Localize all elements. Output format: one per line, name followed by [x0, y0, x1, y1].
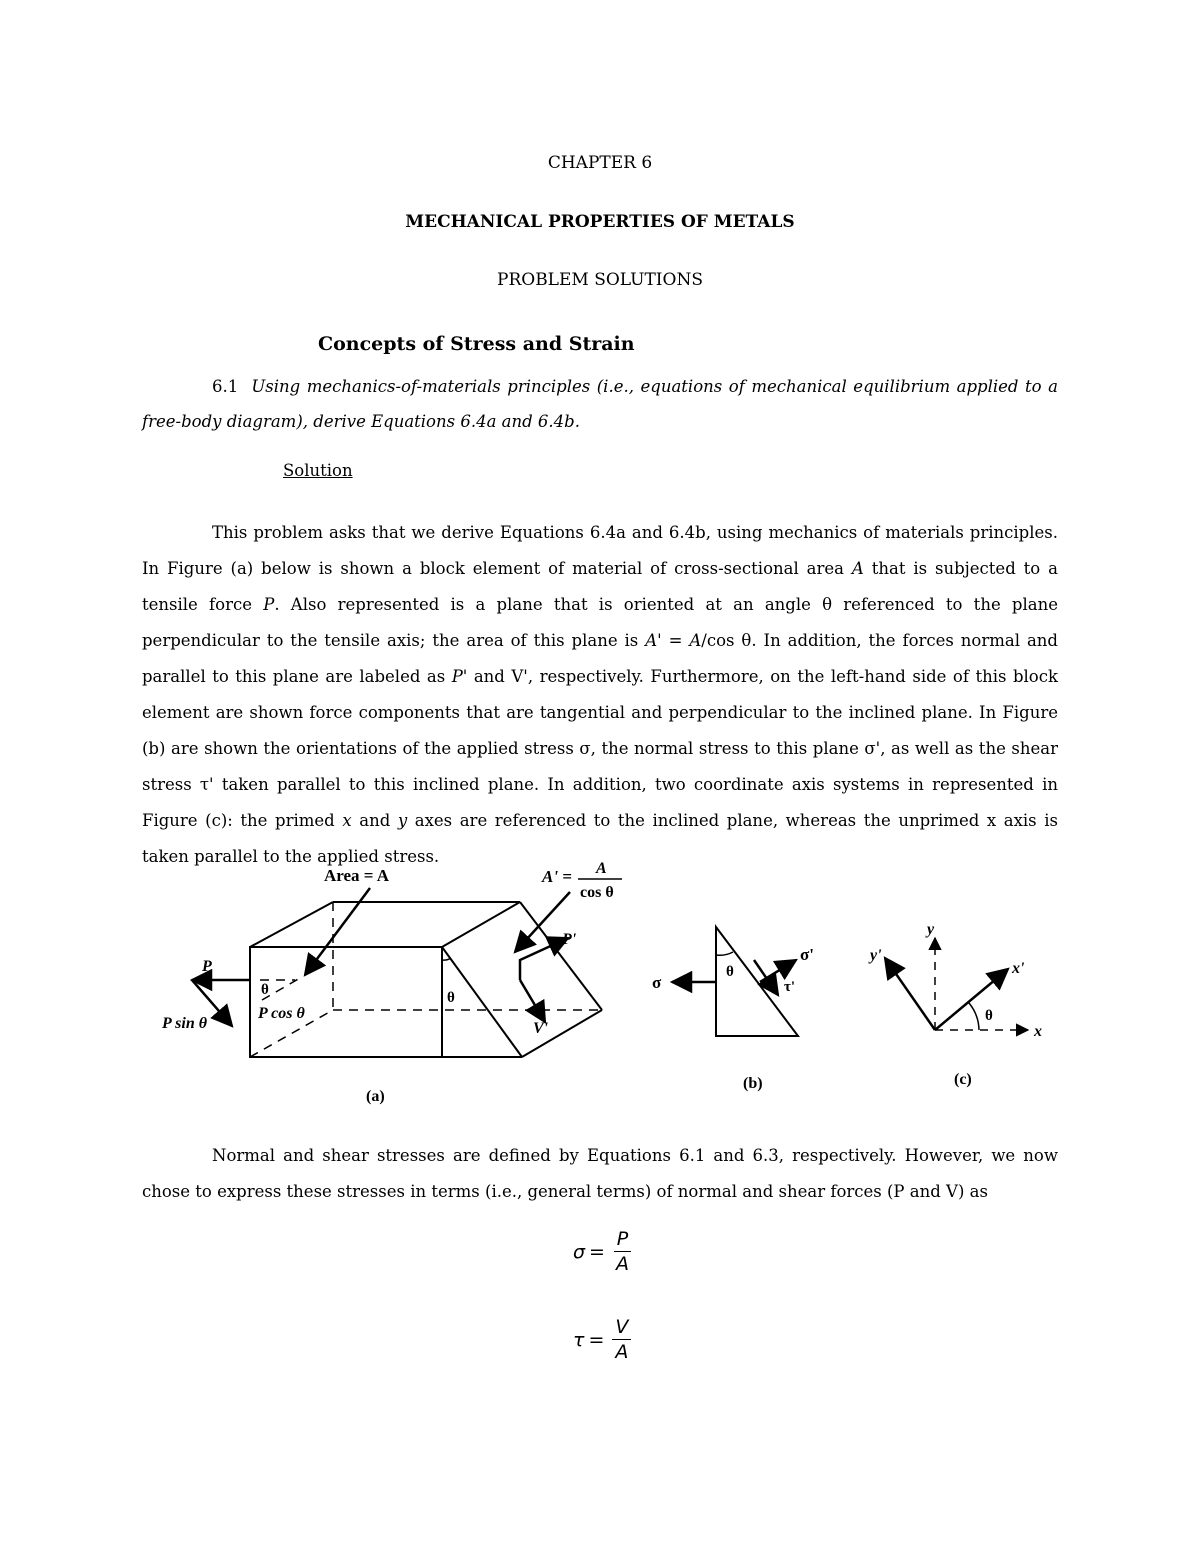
eq1-numerator: P	[614, 1228, 631, 1252]
para1-text-4: =	[661, 631, 690, 650]
para1-x: x	[342, 811, 352, 830]
theta-block-label: θ	[447, 990, 455, 1006]
figure-b-theta: θ	[726, 964, 734, 980]
figure-a-caption: (a)	[366, 1088, 385, 1105]
solution-label: Solution	[283, 461, 353, 480]
yprime-label: y'	[870, 947, 882, 964]
para1-area-A: A	[851, 559, 864, 578]
chapter-heading: CHAPTER 6	[547, 153, 653, 173]
eq2-denominator: A	[615, 1341, 629, 1363]
aprime-lhs: A' =	[542, 867, 572, 886]
sigma-prime-label: σ'	[800, 945, 814, 964]
pprime-arrow	[520, 938, 568, 980]
figure-a-block	[250, 902, 602, 1057]
xprime-label: x'	[1012, 960, 1025, 977]
normal-stress-equation	[573, 1228, 632, 1275]
y-label: y	[927, 921, 935, 938]
chapter-title: MECHANICAL PROPERTIES OF METALS	[405, 212, 795, 232]
aprime-num: A	[596, 860, 607, 877]
psin-label: P sin θ	[162, 1015, 208, 1032]
para1-y: y	[397, 811, 408, 830]
figure-c-angle-arc	[969, 1003, 979, 1030]
pcos-label: P cos θ	[258, 1005, 305, 1022]
solution-paragraph-2: Normal and shear stresses are defined by Equations 6.1 and 6.3, respectively. However, we now chose to express these stresses in terms (i.e., general terms) of normal and shear forces (P and V) as	[142, 1146, 1058, 1201]
tau-prime-arrow	[754, 960, 778, 995]
vprime-arrow	[520, 980, 545, 1022]
theta-left-label: θ	[261, 982, 269, 998]
section-heading: Concepts of Stress and Strain	[318, 333, 635, 355]
eq2-numerator: V	[612, 1316, 631, 1340]
eq2-fraction	[612, 1316, 631, 1363]
shear-stress-equation	[573, 1316, 631, 1363]
solution-paragraph-1	[142, 515, 1058, 875]
problem-text: Using mechanics-of-materials principles (i.e., equations of mechanical equilibrium applied to a free-body diagram), derive Equations 6.4a and 6.4b.	[142, 377, 1058, 431]
aprime-den: cos θ	[580, 884, 614, 901]
para1-force-Pprime: P'	[451, 667, 468, 686]
pprime-label: P'	[562, 931, 577, 948]
para1-text-5: /cos θ. In addition, the forces normal and parallel to this plane are labeled as	[142, 631, 1058, 686]
figure-a-angle-arc	[442, 958, 451, 960]
yprime-axis	[885, 958, 935, 1030]
figure-b-angle-arc	[716, 952, 733, 955]
tau-prime-label: τ'	[784, 979, 796, 995]
figure-b-caption: (b)	[743, 1075, 763, 1092]
eq1-equals: =	[589, 1240, 605, 1263]
eq2-lhs: τ	[573, 1328, 585, 1351]
problem-statement	[142, 369, 1058, 439]
para1-area-A-2: A	[689, 631, 702, 650]
para1-force-P: P	[263, 595, 275, 614]
para1-text-8: axes are referenced to the inclined plane, whereas the unprimed x axis is taken parallel to the applied stress.	[142, 811, 1058, 866]
x-label: x	[1034, 1023, 1042, 1040]
problem-number: 6.1	[212, 377, 239, 396]
para1-text-3: . Also represented is a plane that is oriented at an angle θ referenced to the plane perpendicular to the tensile axis; the area of this plane is	[142, 595, 1058, 650]
xprime-axis	[935, 969, 1008, 1030]
vprime-label: V'	[533, 1020, 549, 1037]
para1-area-Aprime: A'	[645, 631, 662, 650]
para1-text-6: and V', respectively. Furthermore, on the left-hand side of this block element are shown force components that are tangential and perpendicular to the inclined plane. In Figure (b) are shown the orientations of the applied stress σ, the normal stress to this plane σ', as well as the shear stress τ' taken parallel to this inclined plane. In addition, two coordinate axis systems in represented in Figure (c): the primed	[142, 667, 1058, 830]
chapter-subtitle: PROBLEM SOLUTIONS	[497, 270, 703, 290]
eq1-denominator: A	[615, 1253, 629, 1275]
figure-c-theta: θ	[985, 1008, 993, 1024]
stress-figure	[150, 850, 1050, 1115]
para1-text-2: that is subjected to a tensile force	[142, 559, 1058, 614]
eq1-lhs: σ	[573, 1240, 586, 1263]
area-label: Area = A	[324, 866, 390, 885]
figure-c-caption: (c)	[954, 1071, 972, 1088]
eq2-equals: =	[588, 1328, 605, 1351]
eq1-fraction	[613, 1228, 632, 1275]
para1-text-1: This problem asks that we derive Equations 6.4a and 6.4b, using mechanics of materials principles. In Figure (a) below is shown a block element of material of cross-sectional area	[142, 523, 1058, 578]
sigma-label: σ	[652, 973, 662, 992]
p-label: P	[202, 958, 212, 975]
figure-a-hidden-edges	[250, 902, 602, 1057]
para1-text-7: and	[351, 811, 398, 830]
